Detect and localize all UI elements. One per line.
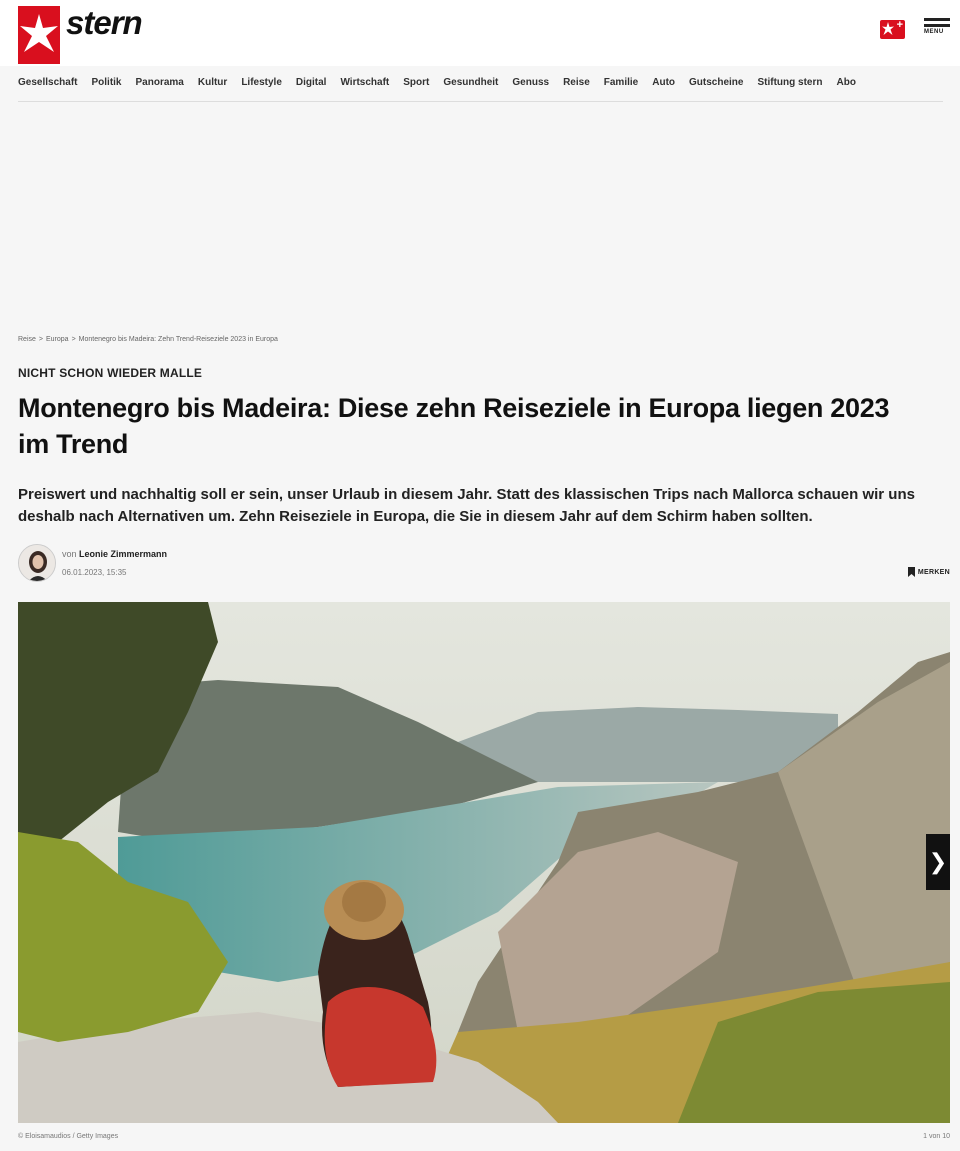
author-line (62, 549, 167, 559)
hamburger-icon-bar (924, 24, 950, 27)
article-teaser: Preiswert und nachhaltig soll er sein, unser Urlaub in diesem Jahr. Statt des klassischen Trips nach Mallorca schauen wir uns deshalb nach Alternativen um. Zehn Reiseziele in Europa, die Sie in diesem Jahr auf dem Schirm haben sollten. (18, 486, 915, 525)
plus-label: + (896, 19, 903, 31)
author-box (18, 544, 950, 584)
nav-item-kultur[interactable]: Kultur (197, 77, 228, 88)
kotor-bay-photo (18, 602, 950, 1123)
small-star-icon (882, 22, 894, 36)
hamburger-icon (924, 18, 950, 21)
save-button[interactable] (908, 567, 950, 577)
menu-button[interactable] (924, 18, 952, 42)
menu-label: MENU (924, 29, 944, 35)
nav-item-lifestyle[interactable]: Lifestyle (241, 77, 282, 88)
breadcrumb-separator: > (38, 336, 43, 343)
ad-space (0, 104, 960, 330)
gallery-next-button[interactable]: ❯ (926, 834, 950, 890)
author-name[interactable]: Leonie Zimmermann (79, 549, 168, 559)
nav-item-reise[interactable]: Reise (563, 77, 590, 88)
nav-item-genuss[interactable]: Genuss (512, 77, 550, 88)
breadcrumb-item[interactable]: Reise (18, 336, 36, 343)
author-avatar[interactable] (18, 544, 56, 582)
author-prefix: von (62, 549, 77, 559)
nav-item-familie[interactable]: Familie (603, 77, 639, 88)
article-headline: Montenegro bis Madeira: Diese zehn Reiseziele in Europa liegen 2023 im Trend (18, 393, 890, 459)
logo-wordmark[interactable]: stern (66, 4, 142, 41)
star-icon (18, 12, 60, 58)
nav-item-abo[interactable]: Abo (836, 77, 856, 88)
nav-item-gesellschaft[interactable]: Gesellschaft (18, 77, 78, 88)
nav-item-digital[interactable]: Digital (295, 77, 327, 88)
breadcrumb-item: Montenegro bis Madeira: Zehn Trend-Reiseziele 2023 in Europa (78, 336, 278, 343)
publish-date: 06.01.2023, 15:35 (62, 568, 127, 577)
save-label: MERKEN (917, 568, 950, 576)
nav-item-auto[interactable]: Auto (652, 77, 676, 88)
author-portrait-icon (19, 545, 56, 582)
nav-item-panorama[interactable]: Panorama (135, 77, 184, 88)
gallery-image[interactable] (18, 602, 950, 1123)
nav-item-stiftung-stern[interactable]: Stiftung stern (757, 77, 823, 88)
breadcrumb-separator: > (71, 336, 76, 343)
main-navigation (18, 74, 943, 102)
breadcrumb-item[interactable]: Europa (46, 336, 69, 343)
nav-item-gesundheit[interactable]: Gesundheit (443, 77, 499, 88)
gallery-counter: 1 von 10 (923, 1133, 950, 1140)
bookmark-icon (908, 567, 915, 577)
nav-item-politik[interactable]: Politik (91, 77, 122, 88)
image-credit: © Eloisamaudios / Getty Images (18, 1133, 119, 1140)
stern-plus-icon[interactable] (880, 20, 905, 39)
site-header (0, 0, 960, 66)
breadcrumb (18, 336, 278, 343)
nav-item-gutscheine[interactable]: Gutscheine (689, 77, 744, 88)
nav-item-wirtschaft[interactable]: Wirtschaft (340, 77, 390, 88)
nav-item-sport[interactable]: Sport (403, 77, 430, 88)
stern-logo[interactable] (18, 6, 60, 64)
article-kicker: NICHT SCHON WIEDER MALLE (18, 366, 203, 380)
